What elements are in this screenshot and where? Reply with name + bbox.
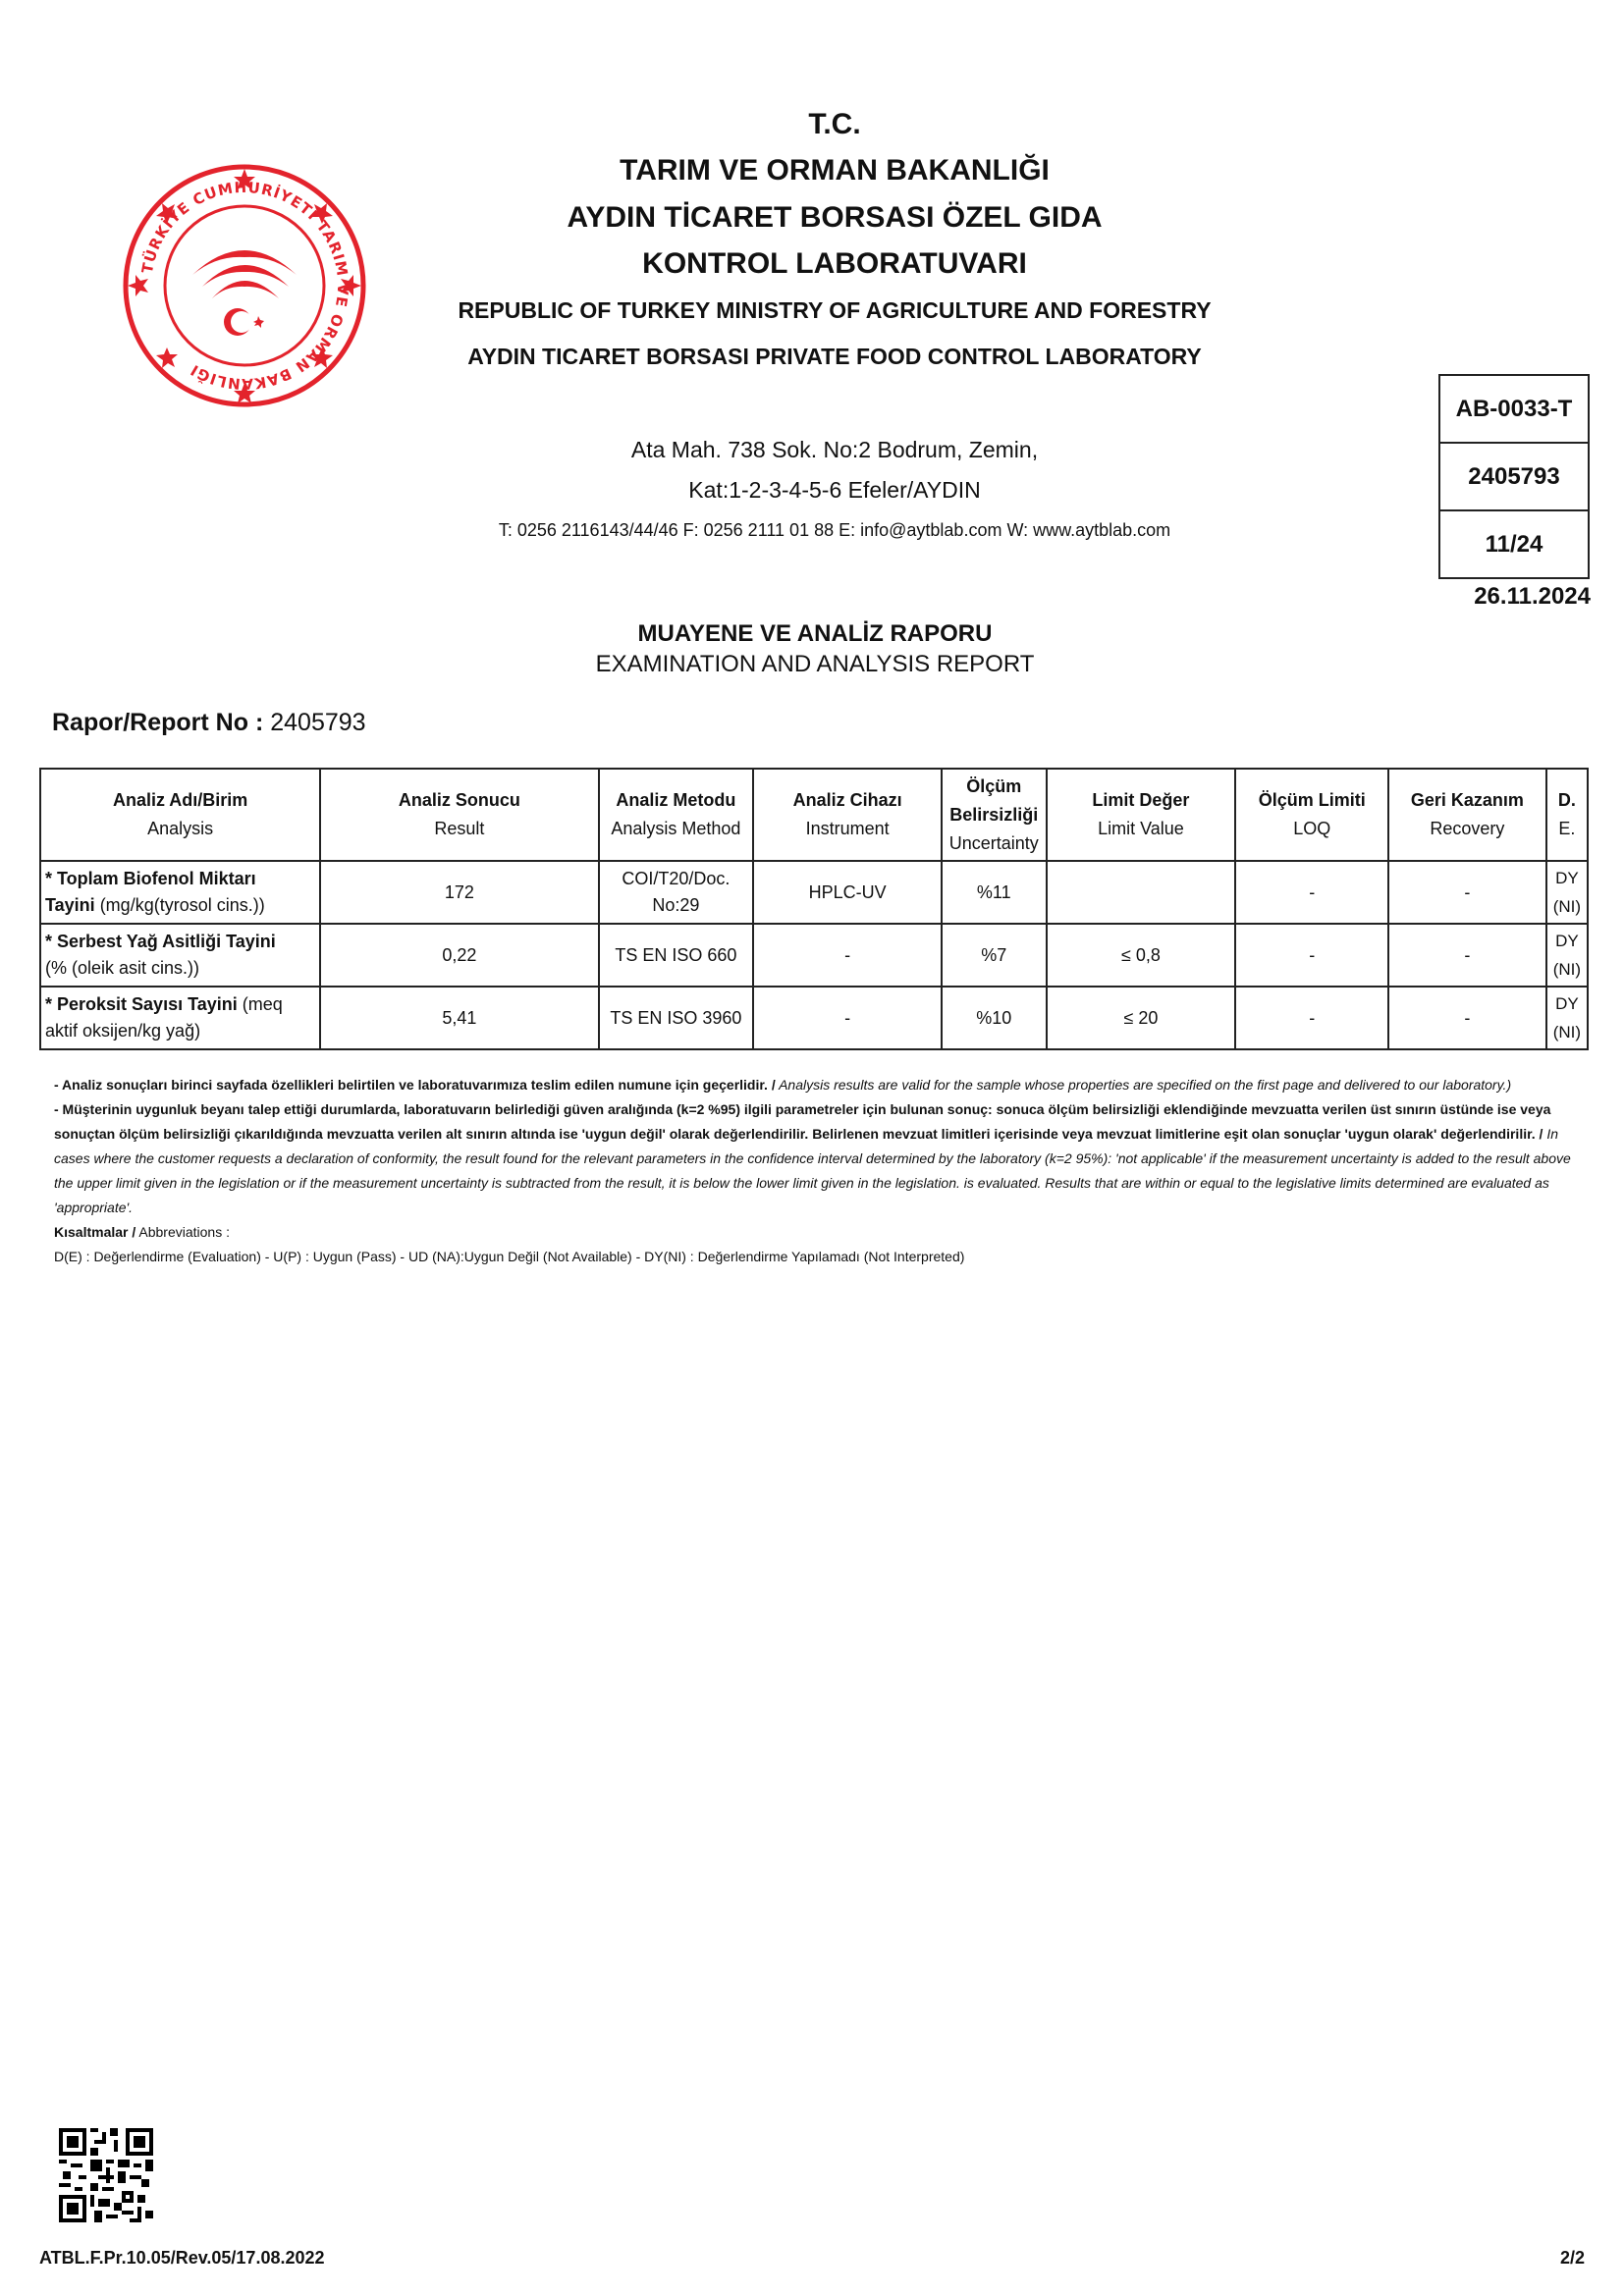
header-laboratory: KONTROL LABORATUVARI xyxy=(642,247,1027,280)
header-loq: Ölçüm Limiti LOQ xyxy=(1235,769,1388,861)
header-laboratory-en: AYDIN TICARET BORSASI PRIVATE FOOD CONTROL LABORATORY xyxy=(467,344,1202,369)
header-instrument: Analiz Cihazı Instrument xyxy=(753,769,942,861)
analysis-result: 0,22 xyxy=(320,924,598,987)
analysis-result: 5,41 xyxy=(320,987,598,1049)
page-number: 2/2 xyxy=(1559,2248,1585,2268)
header-limit: Limit Değer Limit Value xyxy=(1047,769,1236,861)
header-exchange: AYDIN TİCARET BORSASI ÖZEL GIDA xyxy=(567,201,1103,234)
header-result: Analiz Sonucu Result xyxy=(320,769,598,861)
results-table xyxy=(39,768,1589,1050)
analysis-instrument: HPLC-UV xyxy=(753,861,942,924)
abbreviations-line: D(E) : Değerlendirme (Evaluation) - U(P) : Uygun (Pass) - UD (NA):Uygun Değil (Not Available) - DY(NI) : Değerlendirme Yapılamadı (Not Interpreted) xyxy=(54,1249,965,1264)
header-ministry: TARIM VE ORMAN BAKANLIĞI xyxy=(620,154,1050,187)
analysis-evaluation: DY (NI) xyxy=(1546,861,1588,924)
analysis-evaluation: DY (NI) xyxy=(1546,924,1588,987)
report-number xyxy=(52,709,366,737)
analysis-limit xyxy=(1047,861,1236,924)
svg-text:TÜRKİYE CUMHURİYETİ TARIM VE O: TÜRKİYE CUMHURİYETİ TARIM VE ORMAN BAKANLIĞI xyxy=(137,178,352,394)
reference-box xyxy=(1438,374,1590,579)
header-ministry-en: REPUBLIC OF TURKEY MINISTRY OF AGRICULTURE AND FORESTRY xyxy=(458,297,1212,323)
analysis-instrument: - xyxy=(753,924,942,987)
accreditation-code: AB-0033-T xyxy=(1440,376,1588,444)
analysis-limit: ≤ 20 xyxy=(1047,987,1236,1049)
analysis-recovery: - xyxy=(1388,861,1546,924)
table-header-row xyxy=(40,769,1588,861)
header-method: Analiz Metodu Analysis Method xyxy=(599,769,754,861)
analysis-recovery: - xyxy=(1388,924,1546,987)
analysis-name: * Serbest Yağ Asitliği Tayini (% (oleik asit cins.)) xyxy=(40,924,320,987)
qr-code xyxy=(59,2128,153,2222)
analysis-evaluation: DY (NI) xyxy=(1546,987,1588,1049)
header-evaluation: D. E. xyxy=(1546,769,1588,861)
analysis-uncertainty: %7 xyxy=(942,924,1046,987)
header-analysis: Analiz Adı/Birim Analysis xyxy=(40,769,320,861)
analysis-name: * Peroksit Sayısı Tayini (meq aktif oksijen/kg yağ) xyxy=(40,987,320,1049)
header-tc: T.C. xyxy=(808,108,861,140)
header-uncertainty: Ölçüm Belirsizliği Uncertainty xyxy=(942,769,1046,861)
form-code: ATBL.F.Pr.10.05/Rev.05/17.08.2022 xyxy=(39,2248,325,2268)
report-title-tr: MUAYENE VE ANALİZ RAPORU xyxy=(637,620,993,647)
analysis-method: COI/T20/Doc. No:29 xyxy=(599,861,754,924)
analysis-loq: - xyxy=(1235,987,1388,1049)
analysis-method: TS EN ISO 660 xyxy=(599,924,754,987)
ministry-seal-logo xyxy=(116,157,373,414)
analysis-uncertainty: %10 xyxy=(942,987,1046,1049)
analysis-uncertainty: %11 xyxy=(942,861,1046,924)
analysis-method: TS EN ISO 3960 xyxy=(599,987,754,1049)
address-line-2: Kat:1-2-3-4-5-6 Efeler/AYDIN xyxy=(688,477,981,503)
table-row xyxy=(40,924,1588,987)
analysis-name: * Toplam Biofenol Miktarı Tayini (mg/kg(tyrosol cins.)) xyxy=(40,861,320,924)
analysis-limit: ≤ 0,8 xyxy=(1047,924,1236,987)
abbreviations-title: Kısaltmalar / Abbreviations : xyxy=(54,1224,230,1240)
table-row xyxy=(40,861,1588,924)
note-conformity: - Müşterinin uygunluk beyanı talep ettiği durumlarda, laboratuvarın belirlediği güven aralığında (k=2 %95) ilgili parametreler için bulunan sonuç: sonuca ölçüm belirsizliği eklendiğinde mevzuatta verilen üst sınırın üstünde ise veya sonuçtan ölçüm belirsizliği çıkarıldığında mevzuatta verilen alt sınırın altında ise 'uygun değil' olarak değerlendirilir. Belirlenen mevzuat limitleri içerisinde veya mevzuat limitlerine eşit olan sonuçlar 'uygun olarak' değerlendirilir. / In cases where the customer requests a declaration of conformity, the result found for the relevant parameters in the confidence interval determined by the laboratory (k=2 95%): 'not applicable' if the measurement uncertainty is added to the result above the upper limit given in the legislation or if the measurement uncertainty is subtracted from the result, it is below the lower limit given in the legislation. is evaluated. Results that are within or equal to the legislative limits determined are evaluated as 'appropriate'. xyxy=(54,1101,1571,1215)
reference-month-year: 11/24 xyxy=(1485,531,1543,558)
reference-report-number: 2405793 xyxy=(1440,444,1588,511)
report-number-label: Rapor/Report No : xyxy=(52,709,264,736)
table-row xyxy=(40,987,1588,1049)
analysis-loq: - xyxy=(1235,861,1388,924)
header-recovery: Geri Kazanım Recovery xyxy=(1388,769,1546,861)
note-validity: - Analiz sonuçları birinci sayfada özellikleri belirtilen ve laboratuvarımıza teslim edilen numune için geçerlidir. / Analysis results are valid for the sample whose properties are specified on the first page and delivered to our laboratory.) xyxy=(54,1077,1512,1093)
report-number-value: 2405793 xyxy=(270,709,366,736)
report-title-en: EXAMINATION AND ANALYSIS REPORT xyxy=(595,651,1035,677)
report-date: 26.11.2024 xyxy=(1474,583,1591,610)
analysis-result: 172 xyxy=(320,861,598,924)
analysis-instrument: - xyxy=(753,987,942,1049)
report-notes xyxy=(54,1073,1586,1269)
contact-line: T: 0256 2116143/44/46 F: 0256 2111 01 88 E: info@aytblab.com W: www.aytblab.com xyxy=(498,520,1171,540)
address-line-1: Ata Mah. 738 Sok. No:2 Bodrum, Zemin, xyxy=(630,437,1039,462)
analysis-recovery: - xyxy=(1388,987,1546,1049)
analysis-loq: - xyxy=(1235,924,1388,987)
